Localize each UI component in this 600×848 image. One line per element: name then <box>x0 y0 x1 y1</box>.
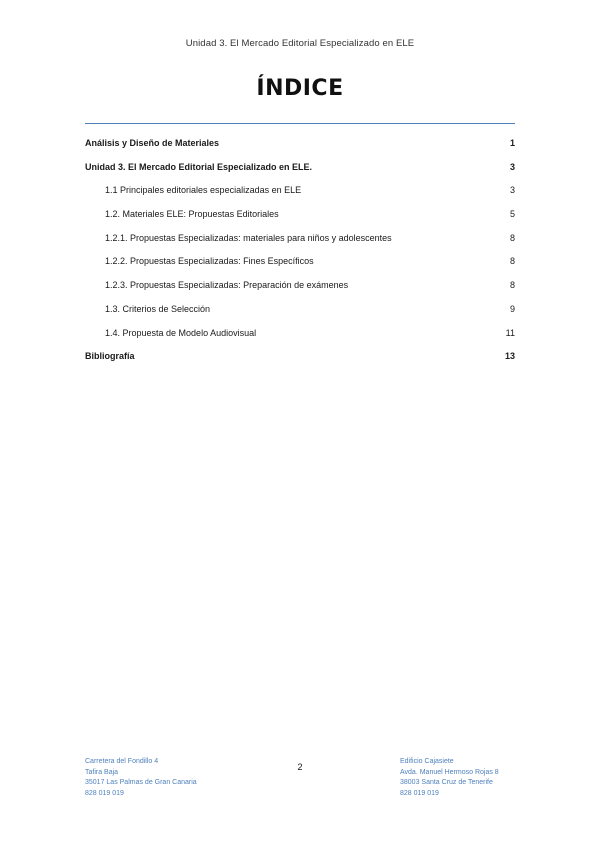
toc-entry-page: 8 <box>509 256 515 267</box>
toc-entry-page: 5 <box>509 209 515 220</box>
footer-line: Tafira Baja <box>85 768 119 776</box>
toc-entry-label: 1.2.2. Propuestas Especializadas: Fines Específicos <box>105 256 314 267</box>
footer-line: 828 019 019 <box>400 789 439 797</box>
title-divider <box>85 123 515 124</box>
page-number: 2 <box>297 762 303 772</box>
toc-entry-label: 1.4. Propuesta de Modelo Audiovisual <box>105 327 257 338</box>
toc-entry[interactable] <box>85 351 515 375</box>
footer-line: 35017 Las Palmas de Gran Canaria <box>85 779 197 786</box>
toc-entry-page: 8 <box>509 232 515 243</box>
footer-line: Carretera del Fondillo 4 <box>85 758 159 765</box>
toc-entry[interactable] <box>85 162 515 186</box>
toc-entry-label: 1.1 Principales editoriales especializadas en ELE <box>105 185 302 196</box>
footer-line: 828 019 019 <box>85 789 124 797</box>
footer-line: Edificio Cajasiete <box>400 758 454 765</box>
toc-entry[interactable] <box>85 280 515 304</box>
toc-entry[interactable] <box>85 185 515 209</box>
page-title: ÍNDICE <box>256 76 344 101</box>
toc-entry-label: 1.2.1. Propuestas Especializadas: materiales para niños y adolescentes <box>105 232 392 243</box>
toc-entry-page: 3 <box>509 185 515 196</box>
toc-entry-label: 1.3. Criterios de Selección <box>105 303 211 314</box>
toc-entry-label: 1.2. Materiales ELE: Propuestas Editoriales <box>105 209 279 220</box>
table-of-contents <box>85 138 515 375</box>
running-header: Unidad 3. El Mercado Editorial Especializado en ELE <box>185 38 415 49</box>
toc-entry-page: 8 <box>509 280 515 291</box>
toc-entry-page: 11 <box>505 327 515 338</box>
footer-address-right <box>400 757 499 799</box>
toc-entry[interactable] <box>85 256 515 280</box>
toc-entry-page: 9 <box>509 303 515 314</box>
footer-line: 38003 Santa Cruz de Tenerife <box>400 779 493 786</box>
toc-entry-label: 1.2.3. Propuestas Especializadas: Preparación de exámenes <box>105 280 349 291</box>
toc-entry-page: 1 <box>509 138 515 148</box>
toc-entry[interactable] <box>85 328 515 352</box>
toc-entry[interactable] <box>85 138 515 162</box>
toc-entry-page: 3 <box>509 161 515 172</box>
toc-entry-label: Bibliografía <box>85 351 135 362</box>
toc-entry[interactable] <box>85 209 515 233</box>
footer-address-left <box>85 757 197 799</box>
toc-entry-page: 13 <box>504 351 515 362</box>
toc-entry-label: Unidad 3. El Mercado Editorial Especializado en ELE. <box>85 161 313 172</box>
toc-entry-label: Análisis y Diseño de Materiales <box>85 138 220 148</box>
page-footer <box>85 757 515 807</box>
footer-line: Avda. Manuel Hermoso Rojas 8 <box>400 768 499 776</box>
toc-entry[interactable] <box>85 233 515 257</box>
toc-entry[interactable] <box>85 304 515 328</box>
